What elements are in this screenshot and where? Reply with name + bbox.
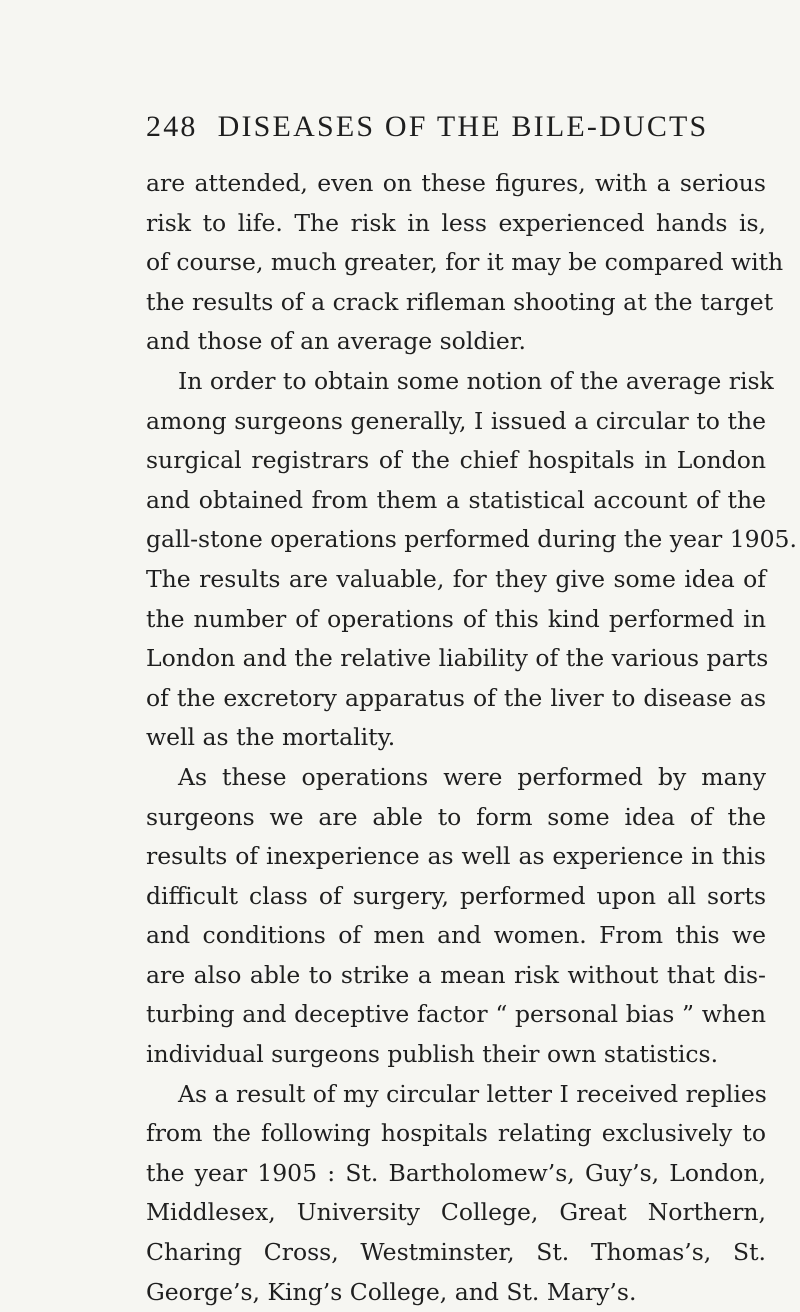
text-line: of the excretory apparatus of the liver to disease as [146,683,766,712]
text-line: In order to obtain some notion of the average risk [178,366,774,395]
text-line: and conditions of men and women. From this we [146,921,766,950]
text-line: As these operations were performed by many [178,762,766,791]
text-line: of course, much greater, for it may be compared with [146,248,784,277]
body-text [146,164,797,1312]
text-line: The results are valuable, for they give some idea of [146,564,766,593]
text-line: results of inexperience as well as experience in this [146,842,766,871]
text-line: Middlesex, University College, Great Northern, [146,1198,766,1227]
text-line: the number of operations of this kind performed in [146,604,766,633]
text-line: from the following hospitals relating exclusively to [146,1119,766,1148]
text-line: and obtained from them a statistical account of the [146,485,766,514]
text-line: the results of a crack rifleman shooting at the target [146,287,774,316]
text-line: difficult class of surgery, performed upon all sorts [146,881,766,910]
text-line: surgical registrars of the chief hospitals in London [146,446,766,475]
text-line: turbing and deceptive factor “ personal bias ” when [146,1000,766,1029]
text-line: are attended, even on these figures, with a serious [146,169,766,197]
text-line: risk to life. The risk in less experienced hands is, [146,208,766,237]
text-line: Charing Cross, Westminster, St. Thomas’s, St. [146,1238,766,1267]
text-line: the year 1905 : St. Bartholomew’s, Guy’s, London, [146,1158,766,1187]
text-line: individual surgeons publish their own statistics. [146,1040,719,1069]
text-line: gall-stone operations performed during the year 1905. [146,525,797,554]
text-line: well as the mortality. [146,723,396,752]
text-line: and those of an average soldier. [146,327,526,356]
page-title: DISEASES OF THE BILE-DUCTS [217,110,709,143]
text-line: are also able to strike a mean risk without that dis- [146,960,766,989]
text-line: George’s, King’s College, and St. Mary’s. [146,1277,637,1306]
running-head [146,110,709,144]
text-line: London and the relative liability of the various parts [146,644,769,673]
page-number: 248 [146,110,198,143]
text-line: surgeons we are able to form some idea of the [146,802,766,831]
text-line: among surgeons generally, I issued a circular to the [146,406,766,435]
text-line: As a result of my circular letter I received replies [178,1079,767,1108]
